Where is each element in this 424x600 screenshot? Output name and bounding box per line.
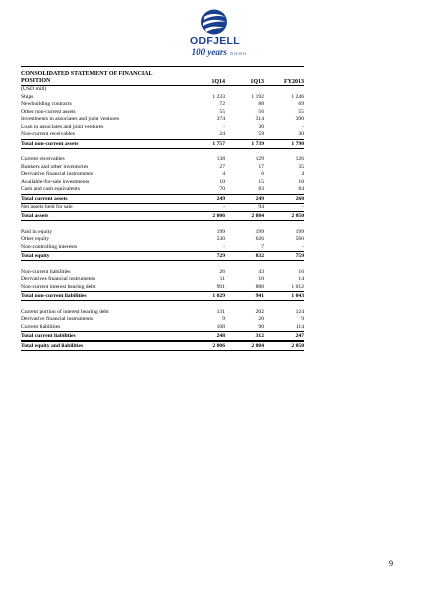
row-label: Non-controlling interests	[21, 243, 78, 250]
row-label: Net assets held for sale	[21, 203, 73, 210]
logo-since: 1914-2014	[229, 51, 247, 56]
table-row	[21, 186, 304, 194]
logo-tagline-text: 100 years	[191, 47, 227, 57]
row-label: (USD mill)	[21, 86, 47, 92]
company-logo	[183, 8, 247, 60]
table-spacer	[21, 301, 304, 309]
row-label: Loan to associates and joint ventures	[21, 123, 104, 130]
row-label: Newbuilding contracts	[21, 101, 72, 107]
row-value-fy2013: 260	[295, 195, 304, 202]
row-value-fy2013: 1 790	[291, 140, 304, 147]
row-value-1q14: 1 757	[212, 140, 225, 147]
table-row	[21, 131, 304, 139]
table-row	[21, 269, 304, 277]
table-row	[21, 244, 304, 252]
row-value-1q14: 138	[216, 156, 225, 162]
table-row	[21, 179, 304, 187]
row-value-1q13: 129	[255, 156, 264, 162]
table-row	[21, 284, 304, 292]
row-value-fy2013: 390	[295, 116, 304, 122]
row-value-1q14: 11	[219, 276, 225, 282]
row-value-1q13: 7	[261, 243, 264, 250]
row-value-1q14: 249	[216, 195, 225, 202]
row-value-1q13: 626	[255, 236, 264, 242]
table-title-line1: CONSOLIDATED STATEMENT OF FINANCIAL	[21, 71, 153, 78]
row-value-1q14: 729	[216, 253, 225, 259]
table-spacer	[21, 149, 304, 157]
row-value-fy2013: 124	[295, 308, 304, 315]
row-value-fy2013: 16	[298, 268, 304, 275]
row-value-fy2013: 759	[295, 253, 304, 259]
table-row	[21, 101, 304, 109]
row-value-1q13: 15	[258, 178, 264, 185]
row-value-fy2013: 10	[298, 178, 304, 185]
row-label: Derivatives financial instruments	[21, 276, 96, 282]
row-value-1q13: 1 192	[251, 93, 264, 100]
row-value-fy2013: 114	[295, 323, 304, 330]
row-label: Current liabilities	[21, 323, 61, 330]
table-row	[21, 116, 304, 124]
row-value-1q14: 108	[216, 323, 225, 330]
row-value-fy2013: -	[302, 243, 304, 250]
table-row	[21, 124, 304, 132]
row-value-1q14: 27	[219, 163, 225, 170]
row-label: Non-current liabilities	[21, 268, 71, 275]
row-value-1q13: 312	[255, 333, 264, 339]
row-value-1q14: -	[223, 123, 225, 130]
row-value-1q13: 90	[258, 323, 264, 330]
row-value-1q13: 2 084	[251, 343, 264, 349]
table-total-row	[21, 139, 304, 149]
table-row	[21, 324, 304, 332]
row-value-1q14: 374	[216, 116, 225, 122]
row-value-fy2013: 69	[298, 101, 304, 107]
row-value-1q13: 10	[258, 276, 264, 282]
row-value-1q14: 55	[219, 108, 225, 115]
row-value-1q14: 72	[219, 101, 225, 107]
row-value-fy2013: 30	[298, 131, 304, 137]
row-value-1q14: 2 006	[212, 343, 225, 349]
table-row	[21, 109, 304, 117]
table-total-row	[21, 211, 304, 221]
row-label: Total non-current liabilities	[21, 293, 87, 299]
financial-position-table	[21, 66, 304, 351]
row-value-1q13: 88	[258, 101, 264, 107]
row-value-1q14: 530	[216, 236, 225, 242]
logo-tagline	[191, 47, 247, 57]
row-value-1q14: 248	[216, 333, 225, 339]
row-value-1q14: 4	[222, 171, 225, 177]
row-value-1q13: 59	[258, 131, 264, 137]
table-title-line2: POSITION	[21, 77, 51, 84]
row-value-fy2013: 1 043	[291, 293, 304, 299]
row-value-fy2013: 84	[298, 186, 304, 192]
table-title	[21, 71, 186, 85]
row-value-1q13: 17	[258, 163, 264, 170]
row-value-1q14: 991	[216, 283, 225, 290]
row-value-1q13: 2 084	[251, 213, 264, 219]
table-header	[21, 66, 304, 86]
logo-name: ODFJELL	[190, 35, 240, 47]
row-value-fy2013: -	[302, 123, 304, 130]
row-value-1q13: 1 739	[251, 140, 264, 147]
row-value-1q13: 941	[255, 293, 264, 299]
row-value-1q14: 131	[216, 308, 225, 315]
row-label: Current portion of interest bearing debt	[21, 308, 109, 315]
row-value-1q13: 6	[261, 171, 264, 177]
row-label: Cash and cash equivalents	[21, 186, 80, 192]
row-value-1q14: -	[223, 243, 225, 250]
table-row	[21, 229, 304, 237]
column-header-1q14: 1Q14	[211, 78, 225, 85]
row-value-fy2013: 4	[301, 171, 304, 177]
column-header-1q13: 1Q13	[250, 78, 264, 85]
table-row	[21, 276, 304, 284]
table-total-row	[21, 331, 304, 341]
row-value-1q13: 199	[255, 228, 264, 235]
row-value-1q13: 94	[258, 203, 264, 210]
row-label: Investments in associates and joint ventures	[21, 116, 120, 122]
row-value-fy2013: 247	[295, 333, 304, 339]
table-total-row	[21, 251, 304, 261]
row-value-1q14: 10	[219, 178, 225, 185]
row-value-1q14: 24	[219, 131, 225, 137]
swoosh-logo-icon	[199, 8, 229, 36]
row-label: Total equity	[21, 253, 50, 259]
row-label: Ships	[21, 93, 34, 100]
row-value-1q13: 56	[258, 108, 264, 115]
table-row	[21, 86, 304, 94]
row-value-1q13: 314	[255, 116, 264, 122]
table-total-row	[21, 341, 304, 351]
row-value-1q13: 202	[255, 308, 264, 315]
row-label: Total non-current assets	[21, 140, 79, 147]
row-label: Other non-current assets	[21, 108, 76, 115]
row-label: Available-for-sale investments	[21, 178, 90, 185]
table-total-row	[21, 291, 304, 301]
row-label: Non-current interest bearing debt	[21, 283, 96, 290]
row-label: Other equity	[21, 236, 50, 242]
row-value-1q14: 70	[219, 186, 225, 192]
row-value-fy2013: 55	[298, 108, 304, 115]
page-number: 9	[389, 559, 393, 568]
table-spacer	[21, 261, 304, 269]
row-label: Total equity and liabilities	[21, 343, 84, 349]
row-value-fy2013: 35	[298, 163, 304, 170]
row-value-fy2013: -	[302, 203, 304, 210]
row-label: Paid in equity	[21, 228, 53, 235]
row-label: Non-current receivables	[21, 131, 75, 137]
table-total-row	[21, 194, 304, 204]
table-row	[21, 316, 304, 324]
row-value-1q14: 199	[216, 228, 225, 235]
row-value-1q13: 30	[258, 123, 264, 130]
table-row	[21, 204, 304, 212]
row-value-fy2013: 1 012	[291, 283, 304, 290]
table-spacer	[21, 221, 304, 229]
table-row	[21, 309, 304, 317]
row-value-fy2013: 2 050	[291, 213, 304, 219]
row-label: Bunkers and other inventories	[21, 163, 89, 170]
row-value-fy2013: 9	[301, 316, 304, 322]
row-value-1q14: 1 029	[212, 293, 225, 299]
row-label: Total current assets	[21, 195, 68, 202]
row-value-1q13: 20	[258, 316, 264, 322]
row-value-fy2013: 2 050	[291, 343, 304, 349]
row-label: Total current liabilities	[21, 333, 76, 339]
row-label: Total assets	[21, 213, 49, 219]
row-value-fy2013: 199	[295, 228, 304, 235]
row-value-1q14: 26	[219, 268, 225, 275]
row-value-1q13: 83	[258, 186, 264, 192]
row-value-1q13: 249	[255, 195, 264, 202]
column-header-fy2013: FY2013	[284, 78, 304, 85]
row-value-1q14: 2 006	[212, 213, 225, 219]
row-value-1q13: 832	[255, 253, 264, 259]
row-value-fy2013: 1 246	[291, 93, 304, 100]
row-value-1q14: 9	[222, 316, 225, 322]
row-value-1q14: -	[223, 203, 225, 210]
row-value-1q13: 43	[258, 268, 264, 275]
table-row	[21, 171, 304, 179]
row-value-fy2013: 560	[295, 236, 304, 242]
row-label: Derivative financial instruments	[21, 171, 94, 177]
table-row	[21, 236, 304, 244]
row-value-fy2013: 126	[295, 156, 304, 162]
table-row	[21, 164, 304, 172]
table-row	[21, 94, 304, 102]
table-body	[21, 86, 304, 351]
row-label: Derivative financial instruments	[21, 316, 94, 322]
row-value-1q14: 1 233	[212, 93, 225, 100]
row-value-fy2013: 14	[298, 276, 304, 282]
row-label: Current receivables	[21, 156, 65, 162]
table-row	[21, 156, 304, 164]
row-value-1q13: 888	[255, 283, 264, 290]
